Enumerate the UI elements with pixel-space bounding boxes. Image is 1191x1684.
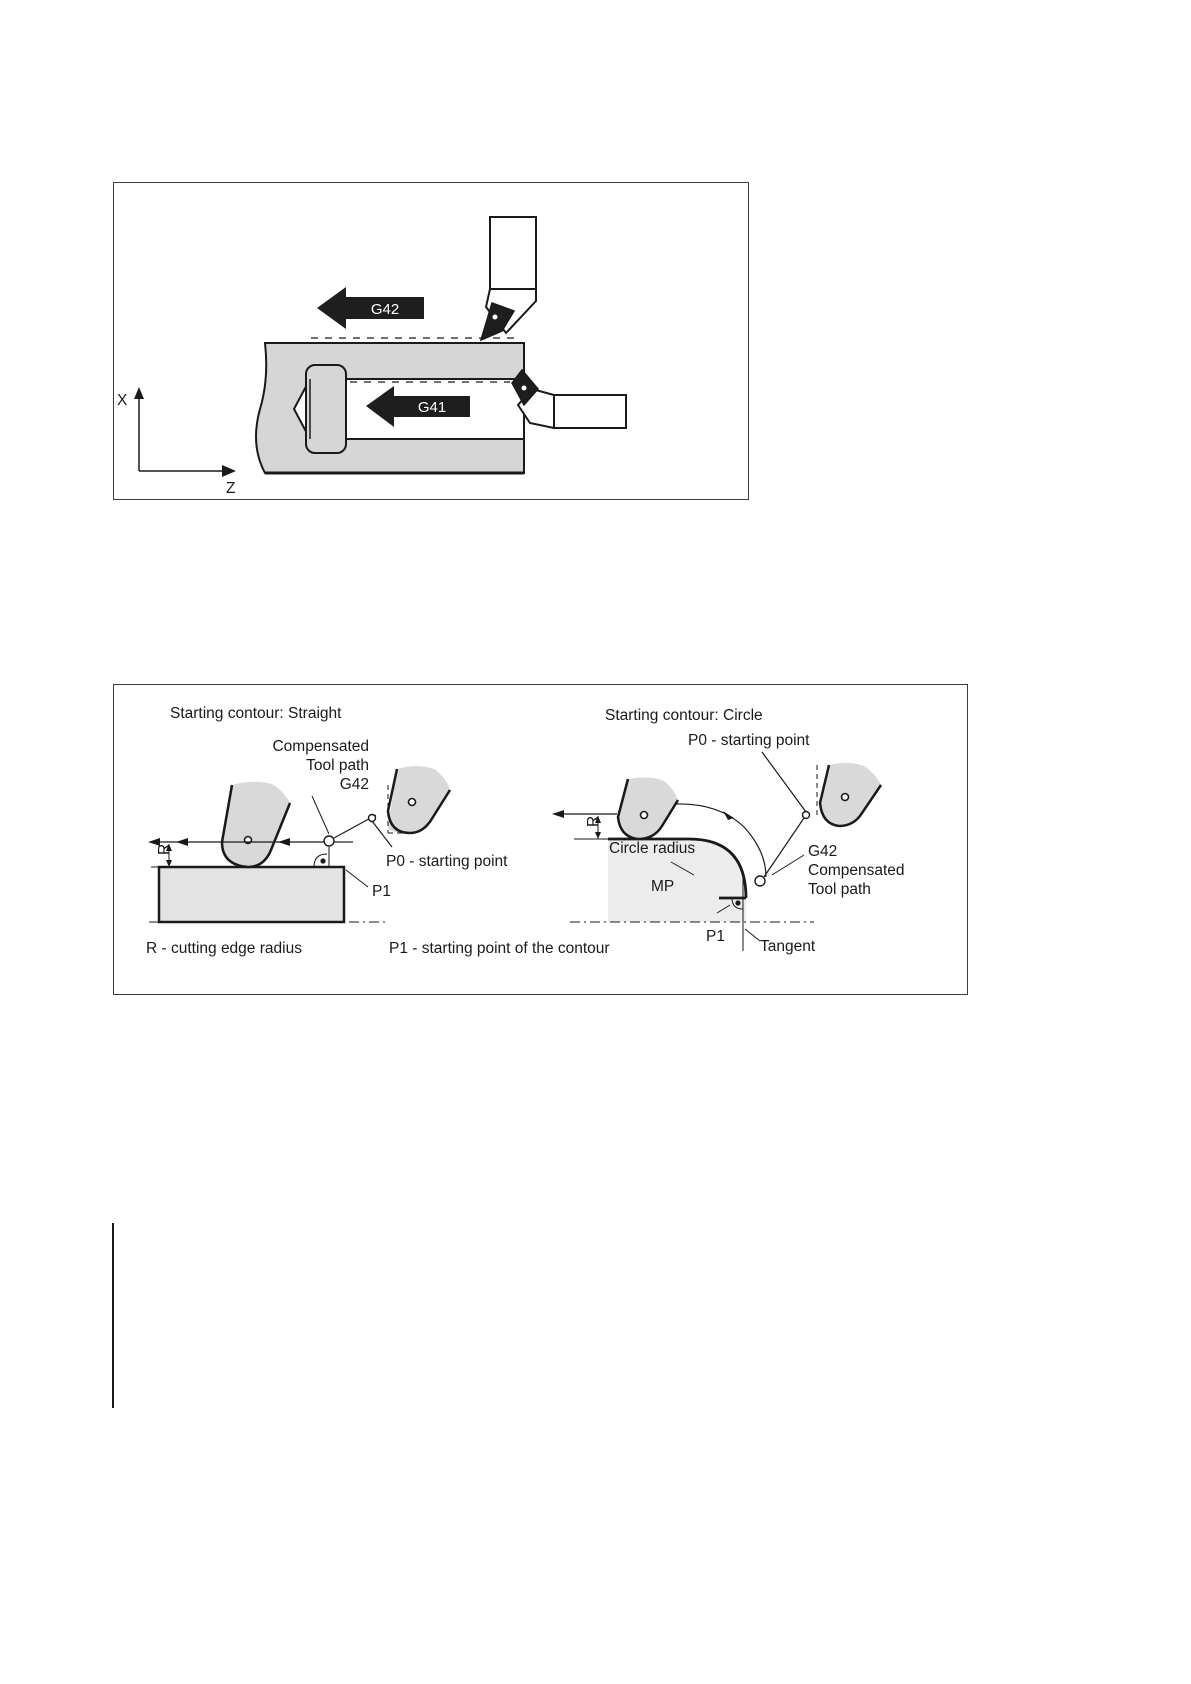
starting-contour-diagram bbox=[113, 684, 968, 995]
straight-workpiece bbox=[159, 867, 344, 922]
left-p0-point bbox=[369, 815, 376, 822]
left-p0-label: P0 - starting point bbox=[386, 853, 508, 870]
right-p0-label: P0 - starting point bbox=[688, 732, 810, 749]
right-tangent-point bbox=[755, 876, 765, 886]
right-comp-label-1: Compensated bbox=[808, 862, 905, 879]
tangent-label: Tangent bbox=[760, 938, 816, 955]
left-tool-on-contour bbox=[222, 782, 290, 867]
circle-radius-label: Circle radius bbox=[609, 840, 696, 857]
g42-arrow-label: G42 bbox=[370, 301, 400, 318]
left-comp-label-2: Tool path bbox=[306, 757, 369, 774]
left-comp-label-1: Compensated bbox=[272, 738, 369, 755]
turning-diagram-g41-g42 bbox=[113, 182, 749, 500]
right-tool-start bbox=[820, 763, 881, 826]
left-p0-path-point bbox=[324, 836, 334, 846]
right-p1-label: P1 bbox=[706, 928, 725, 945]
coordinate-axes bbox=[117, 387, 236, 497]
margin-change-bar bbox=[112, 1223, 114, 1408]
external-turning-tool bbox=[481, 217, 536, 340]
g42-direction-arrow bbox=[317, 287, 424, 329]
turning-diagram-svg bbox=[114, 183, 750, 501]
right-p0-point bbox=[803, 812, 810, 819]
left-tool-start bbox=[388, 766, 450, 833]
starting-contour-svg bbox=[114, 685, 969, 996]
right-g42-label: G42 bbox=[808, 843, 838, 860]
x-axis-label: X bbox=[117, 392, 128, 409]
bore-groove bbox=[306, 365, 346, 453]
left-comp-label-3: G42 bbox=[339, 776, 369, 793]
p1-legend: P1 - starting point of the contour bbox=[389, 940, 610, 957]
left-p1-label: P1 bbox=[372, 883, 391, 900]
right-section-title: Starting contour: Circle bbox=[605, 707, 763, 724]
g41-arrow-label: G41 bbox=[417, 399, 447, 416]
left-r-label: R bbox=[156, 843, 173, 855]
right-r-label: R bbox=[585, 815, 602, 827]
left-section-title: Starting contour: Straight bbox=[170, 705, 342, 722]
internal-boring-tool bbox=[512, 370, 626, 428]
mp-label: MP bbox=[651, 878, 675, 895]
right-comp-label-2: Tool path bbox=[808, 881, 871, 898]
z-axis-label: Z bbox=[226, 480, 236, 497]
r-legend: R - cutting edge radius bbox=[146, 940, 302, 957]
